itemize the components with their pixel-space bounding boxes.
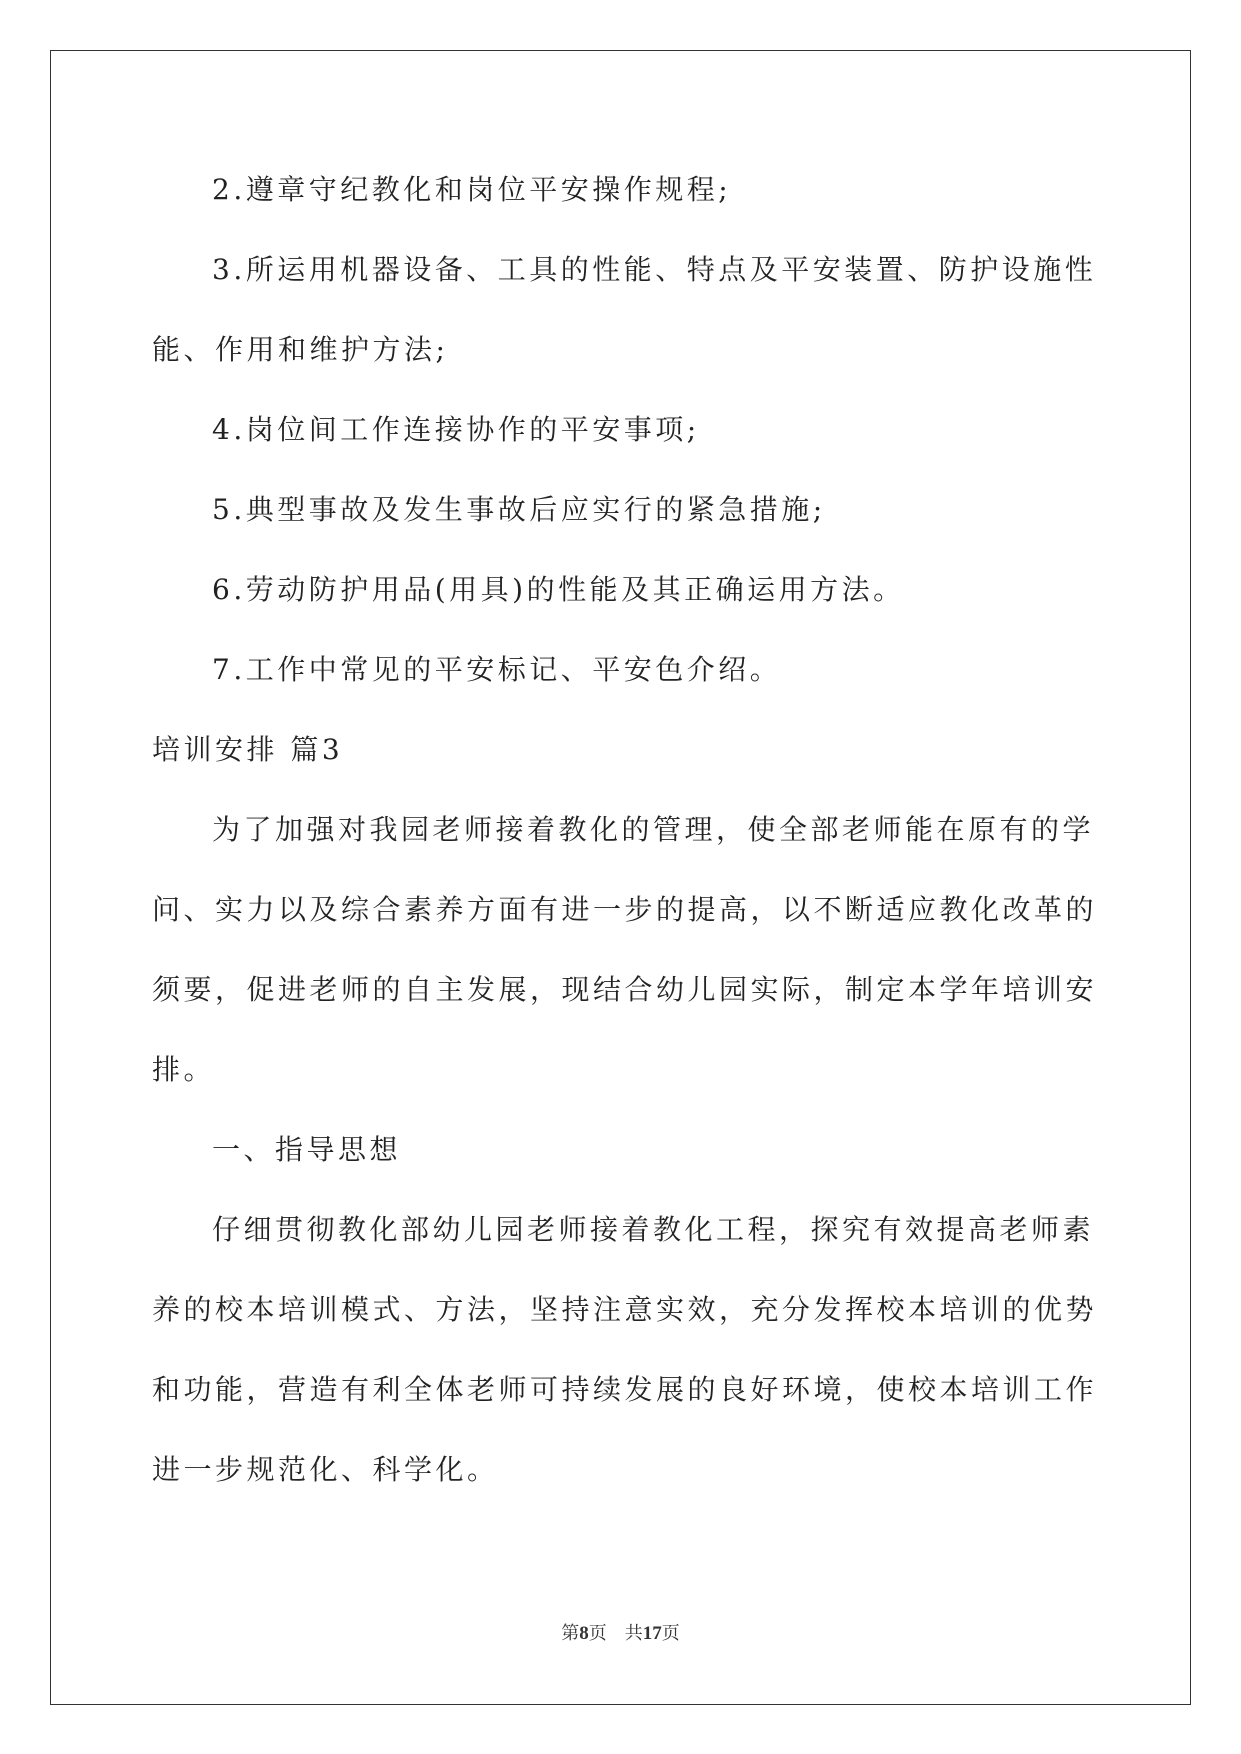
list-item-7: 7.工作中常见的平安标记、平安色介绍。 (212, 653, 782, 686)
paragraph-ideology-line-1: 仔细贯彻教化部幼儿园老师接着教化工程，探究有效提高老师素 (212, 1213, 1095, 1246)
paragraph-intro-line-4: 排。 (152, 1053, 216, 1086)
list-item-3: 3.所运用机器设备、工具的性能、特点及平安装置、防护设施性 (212, 253, 1097, 286)
section-heading: 培训安排 篇3 (152, 733, 344, 766)
list-item-5: 5.典型事故及发生事故后应实行的紧急措施; (212, 493, 826, 526)
list-item-3-continued: 能、作用和维护方法; (152, 333, 449, 366)
footer-middle: 页 共 (588, 1623, 643, 1644)
page-footer (0, 1622, 1241, 1646)
footer-page-number: 8 (579, 1623, 589, 1644)
paragraph-ideology-line-3: 和功能，营造有利全体老师可持续发展的良好环境，使校本培训工作 (152, 1373, 1098, 1406)
paragraph-intro-line-1: 为了加强对我园老师接着教化的管理，使全部老师能在原有的学 (212, 813, 1095, 846)
footer-suffix: 页 (661, 1623, 680, 1644)
list-item-4: 4.岗位间工作连接协作的平安事项; (212, 413, 700, 446)
paragraph-intro-line-2: 问、实力以及综合素养方面有进一步的提高，以不断适应教化改革的 (152, 893, 1098, 926)
list-item-2: 2.遵章守纪教化和岗位平安操作规程; (212, 173, 732, 206)
list-item-6: 6.劳动防护用品(用具)的性能及其正确运用方法。 (212, 573, 905, 606)
paragraph-ideology-line-4: 进一步规范化、科学化。 (152, 1453, 499, 1486)
footer-prefix: 第 (561, 1623, 580, 1644)
paragraph-intro-line-3: 须要，促进老师的自主发展，现结合幼儿园实际，制定本学年培训安 (152, 973, 1098, 1006)
paragraph-ideology-line-2: 养的校本培训模式、方法，坚持注意实效，充分发挥校本培训的优势 (152, 1293, 1098, 1326)
subheading-guiding-ideology: 一、指导思想 (212, 1133, 402, 1166)
footer-total-pages: 17 (642, 1623, 662, 1644)
